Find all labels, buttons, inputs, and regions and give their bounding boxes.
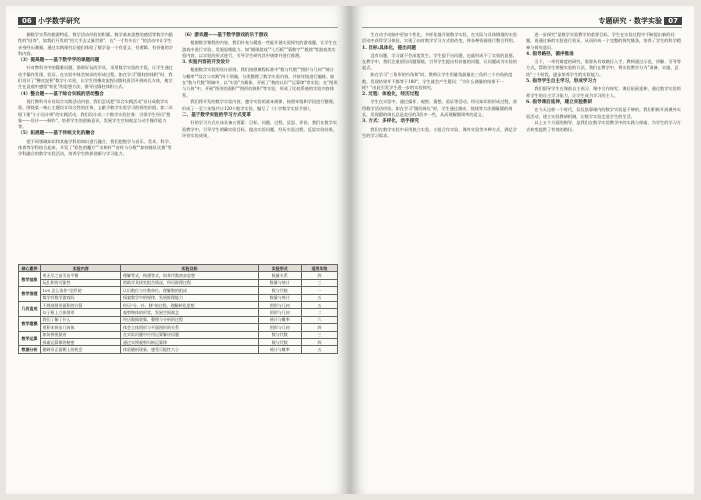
table-cell-form: 图形与几何: [258, 302, 301, 309]
section-heading: （6）游戏题——基于数学游戏的乐于游戏: [182, 33, 268, 38]
table-cell-goal: 经历数据收集、整理与分析的过程: [121, 316, 258, 323]
magazine-title: 小学数学研究: [37, 16, 80, 25]
paragraph: 我们倡导学生在课前自主预习、课中合作探究、课后拓展延伸，通过数学实验培养学生的自主学习能力，让学生成为学习的主人。: [526, 86, 681, 98]
table-cell-content: 用积木拼出几何体: [41, 324, 121, 331]
table-cell-form: 数与代数: [258, 331, 301, 338]
section-heading: 5. 指导学生自主学习，形成学习力: [526, 79, 597, 85]
table-row: [19, 272, 338, 279]
table-cell-content: 探索运算律的秘密: [41, 339, 121, 346]
category-cell: 数据分析: [19, 346, 41, 353]
table-cell-grade: 四: [301, 339, 337, 346]
section-heading: 6. 指导课后延伸，建立实验教研: [526, 99, 593, 105]
right-page: [350, 6, 694, 494]
right-text-columns: [362, 32, 682, 494]
left-page-number: 06: [18, 17, 36, 25]
table-row: [19, 346, 338, 353]
paragraph: 把不同领域知识和其他学科的知识进行融合，我们把数学与音乐、美术、科学、体育等学科结合起来，开发了"彩色的魔方""水和杯""音符与分数""如何排队比赛"等学科融合的数学实验活动，培养学生跨界创新与学习能力。: [18, 138, 173, 157]
paragraph: 进一步探究"是数学实验教学的重要目标。学生在实验过程中不断提出新的问题，再通过新的实验进行验证，从而形成一个完整的探究链条，培养了学生的科学精神与探究意识。: [526, 32, 681, 50]
paragraph: 掘数学实系的根源特征，数学活动经验的积累。数学基本思想的感悟等数学内隐性的"回答"，如我们开发的"用大手去丈量世界"，在"一寸有多长？"的活动中让学生亲身经历测量，通过实践探究让他们体验了数学是一个有意义、有逻辑、有价值的学科内容。: [18, 32, 173, 56]
table-row: [19, 309, 338, 316]
table-row: [19, 279, 338, 286]
section-heading: 二、基于数学实验的学习方式变革: [182, 113, 251, 119]
section-heading: （4）整合题——基于综合实践的活动整合: [18, 91, 104, 97]
paragraph: 根据数学实验的设计原则，我们按照课程标准中"数与代数""图形与几何""统计与概率""综合与实践"四个领域，分类整理了数学实验内容，并按年级进行编排。如在"数与代数"领域中，以"实验"为载体，开展了"数的认识""运算律"等实验；在"图形与几何"中，开展"图形的面积""图形的体积"等实验，形成了比较系统的实验内容体系。: [182, 67, 338, 98]
experiment-table: [18, 264, 338, 354]
table-cell-form: 数量关系: [258, 272, 301, 279]
table-cell-goal: 探索数学中的规律，发展推理能力: [121, 294, 258, 301]
table-cell-grade: 二: [301, 309, 337, 316]
table-cell-content: 如何拼图最省: [41, 331, 121, 338]
table-header-row: [19, 265, 338, 272]
right-page-header: [362, 14, 682, 28]
table-row: [19, 287, 338, 294]
table-body: [19, 272, 338, 353]
table-cell-content: 用无尽之苗引出平衡: [41, 272, 121, 279]
table-cell-content: 不规则图形面积的计算: [41, 302, 121, 309]
section-heading: （5）拓展题——基于传统文化的融合: [18, 131, 95, 137]
table-row: [19, 294, 338, 301]
table-cell-grade: 四: [301, 324, 337, 331]
table-cell-goal: 借助学具探究组合情况，经历推理过程: [121, 279, 258, 286]
table-cell-grade: 五: [301, 302, 337, 309]
table-cell-grade: 三: [301, 279, 337, 286]
right-page-number: 07: [664, 17, 682, 25]
table-cell-content: 我们了解了什么: [41, 316, 121, 323]
category-cell: 数学建模: [19, 316, 41, 331]
table-cell-grade: 五: [301, 294, 337, 301]
right-column-2: [526, 32, 682, 494]
table-cell-form: 数量与统计: [258, 294, 301, 301]
left-text-columns: [18, 32, 338, 260]
section-heading: （3）提高题——基于数学学的课题问题: [18, 58, 100, 64]
section-heading: 3. 方式：多样化，动手探究: [362, 119, 419, 125]
table-row: [19, 339, 338, 346]
table-cell-grade: 三: [301, 331, 337, 338]
paragraph: 生在动手动脑中更加个性化，多样化地开展数学实验，在实际与具体情境的实验活动中获得学习体验，实现了向对数学学习方式的改变，将各种资源进行整合利用。: [362, 32, 517, 44]
table-cell-form: 数与代数: [258, 287, 301, 294]
table-cell-form: 数与代数: [258, 339, 301, 346]
magazine-spread: [6, 6, 695, 494]
paragraph: 好的学习方式应该具备五要素：目标、问题、过程、反思、评价。我们在数学实验教学中，引导学生明确实验目标，提出实验问题，经历实验过程，反思实验结果，评价实验成果。: [182, 120, 337, 138]
table-cell-form: 图形与几何: [258, 309, 301, 316]
table-cell-goal: 体会立体图形与平面图形的关系: [121, 324, 258, 331]
table-row: [19, 324, 338, 331]
paragraph: 学生在实验中，通过操作、观察、猜想、验证等活动，经历知识的形成过程，获得数学活动经验。如在学习"圆的周长"时，学生通过滚动、绕线等方法测量圆的周长，发现圆的周长总是直径的3倍多一些，从而理解圆周率的意义。: [362, 99, 517, 118]
table-header-cell: 实验目标: [121, 265, 258, 272]
table-cell-goal: 在实际问题中应用运算解决问题: [121, 331, 258, 338]
section-heading: 2. 过程：体验化，经历过程: [362, 92, 419, 98]
paragraph: 以上五个方面的指导，是我们在数学实验教学中的实践与探索，为学生的学习方式转变提供了有效的路径。: [526, 120, 681, 132]
table-cell-content: 数学有数学游戏吗: [41, 294, 121, 301]
section-title: 专题研究 · 数学实验: [598, 16, 663, 25]
left-page-header: [18, 14, 338, 28]
table-cell-content: 勾子板上立体图形: [41, 309, 121, 316]
table-cell-content: 抛硬币正面朝上的机会: [41, 346, 121, 353]
table-header-cell: 实验形式: [258, 265, 301, 272]
left-page: [6, 6, 350, 494]
paragraph: 当下，一项有难度的研究，需要从有效路径入手，教师通过示范、讲解、引导等方式，帮助学生掌握实验的方法。我们在教学中，将实验教学分为"准备、实施、总结"三个阶段，逐步培养学生的实验能力。: [526, 59, 681, 77]
paragraph: 针对教科书中的疑难问题，借助好玩的学具，采用数学实验的手段，让学生通过动手操作发现、验证，在实验中体会知识的形成过程。如在学习"圆柱的体积"时，我们设计了"橡皮泥积"数学小实验，让学生用橡皮泥捏出圆柱再切开拼成长方体，使学生在直观中感悟"转化"的思想方法，推导出圆柱体积公式。: [18, 65, 173, 90]
table-header-cell: 适用年级: [301, 265, 337, 272]
table-cell-form: 图形与几何: [258, 324, 301, 331]
table-cell-goal: 经历"分、补、移"的过程，理解转化思想: [121, 302, 258, 309]
paragraph: 我们将开发的数学实验内容，遵守实验的基本规律，按照年级和学段进行整理，形成了一至六年级共计120个数学实验，编写了《小学数学实验手册》。: [182, 99, 337, 111]
table-row: [19, 316, 338, 323]
category-cell: 数学推理: [19, 287, 41, 302]
paragraph: 在今天这样一个时代，仅仅依靠课内的数学实验是不够的。我们积极开展课外实验活动，建立实验教研机制，让数学实验走进学生的生活。: [526, 107, 681, 119]
table-cell-content: 玩扎积的可能性: [41, 279, 121, 286]
table-cell-goal: 体验随机现象，感受可能性大小: [121, 346, 258, 353]
category-cell: 数学运算: [19, 331, 41, 346]
right-column-1: [362, 32, 518, 494]
table-cell-grade: 六: [301, 316, 337, 323]
table-cell-content: 100 怎么读作"完形说": [41, 287, 121, 294]
paragraph: 我们在数学实验中采用独立实验、小组合作实验、课外实验等多种方式，满足学生的学习需求。: [362, 126, 517, 138]
table-row: [19, 302, 338, 309]
table-cell-grade: 四: [301, 272, 337, 279]
table-cell-grade: 五: [301, 346, 337, 353]
paragraph: 没有问题，学习就不会深度发生。学生提不出问题，也就形成不了实验的意愿。在教学中，我们注重创设问题情境，引导学生提出有价值的问题，让问题成为实验的起点。: [362, 52, 517, 71]
section-heading: 3. 实验内容的开发设计: [182, 60, 230, 66]
table-cell-grade: 一: [301, 287, 337, 294]
table-row: [19, 331, 338, 338]
paragraph: 现行教科书专设综合实践活动内容，我们尝试把"综合实践活动"设计成数学实验，围绕某一核心主题设计综合性的任务，义献予数学实验学习的探究价值。如二年级下册"小小设计师"的实践活动，我们设计成二个数学实验任务：引领学生经历"想象——设计——制作"，培养学生的创新意识，发展学生空间观念与动手操作能力等。: [18, 98, 173, 130]
table-header-cell: 核心素养: [19, 265, 41, 272]
section-heading: 4. 指导路径，循序推进: [526, 51, 574, 57]
table-cell-form: 数量与统计: [258, 279, 301, 286]
left-column-2: [182, 32, 338, 260]
section-heading: 1. 目标:具体化，提出问题: [362, 45, 417, 51]
table-cell-form: 统计与概率: [258, 316, 301, 323]
table-cell-goal: 认识数位与计数单位，理解数的组成: [121, 287, 258, 294]
table-cell-form: 统计与概率: [258, 346, 301, 353]
table-header-cell: 实验内容: [41, 265, 121, 272]
table-cell-goal: 观察物体的形状，发展空间观念: [121, 309, 258, 316]
category-cell: 数学抽象: [19, 272, 41, 287]
paragraph: 如在学习"三角形的内角和"时，教师让学生用量角器量出三角形三个内角的度数，发现结果并不都等于180°，学生就会产生疑问："为什么测量的结果不一样？"由此引发学生进一步的实验探究。: [362, 72, 513, 90]
category-cell: 几何直观: [19, 302, 41, 317]
paragraph: 根据数学课程的内容，我们补充与精选一些能开展实验探究的游戏题，让学生在游戏中进行实验，发展思维能力。如"摸球游戏""七巧板""猜数字""数独"等游戏类实验内容，以实验的形式进行，引导学生研究其中规律并进行推理。: [182, 40, 337, 58]
table-cell-goal: 通过实例观察归纳运算律: [121, 339, 258, 346]
left-column-1: [18, 32, 174, 260]
table-cell-goal: 理解等式，构建等式，培养代数初步思想: [121, 272, 258, 279]
